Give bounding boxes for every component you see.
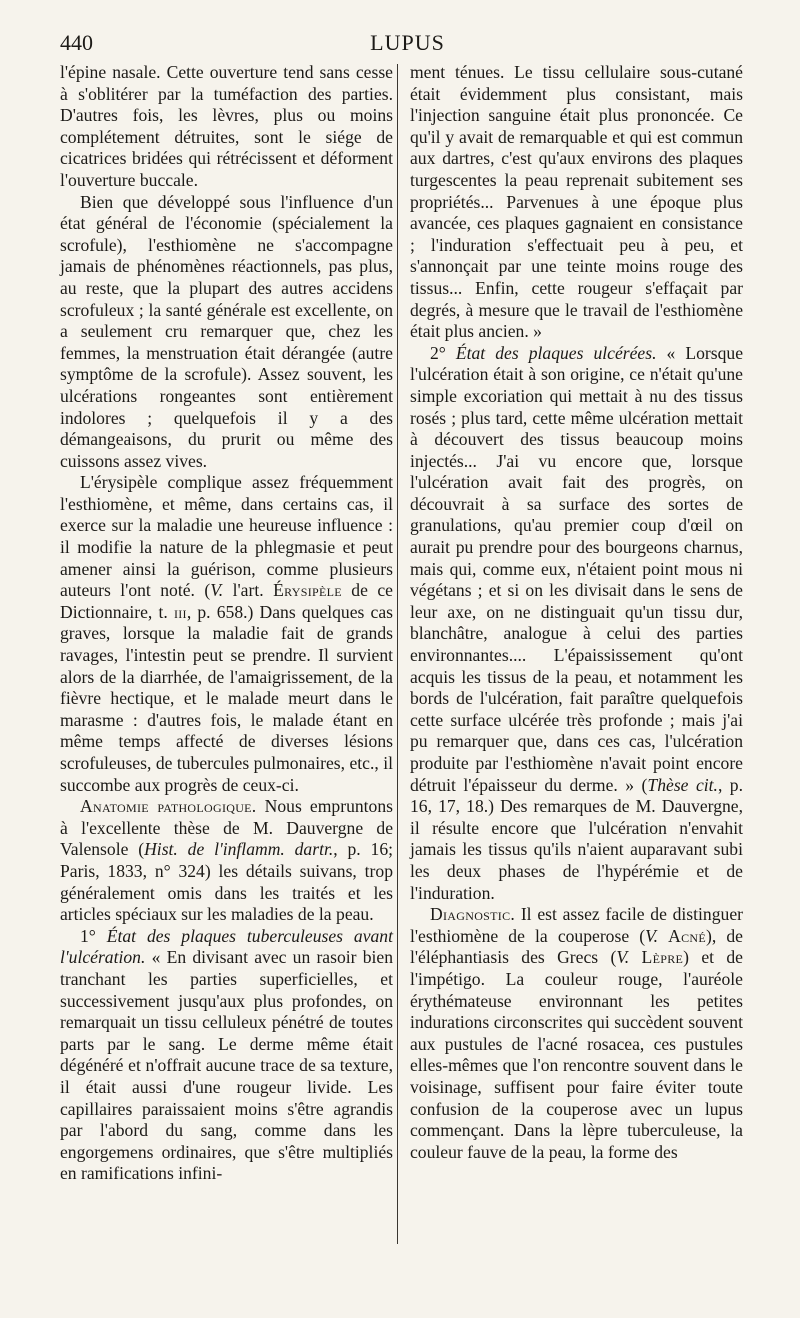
- text-segment: Thèse cit.: [647, 774, 718, 795]
- paragraph-p7: [410, 343, 743, 904]
- page-number: 440: [60, 30, 93, 55]
- text-segment: , p. 16; Paris, 1833, n° 324) les détails suivans, trop généralement omis dans les traités et les articles spéciaux sur les maladies de la peau.: [60, 839, 394, 925]
- text-segment: État des plaques tuberculeuses avant l'ulcération.: [60, 925, 393, 968]
- text-segment: Hist. de l'inflamm. dartr.: [144, 839, 334, 860]
- text-segment: Bien que développé sous l'influence d'un état général de l'économie (spécialement la scrofule), l'esthiomène ne s'accompagne jamais de phénomènes réactionnels, pas plus, au reste, que la plupart des autres accidens scrofuleux ; la santé générale est excellente, on a seulement cru remarquer que, chez les femmes, la menstruation était dérangée (autre symptôme de la scrofule). Assez souvent, les ulcérations rongeantes sont entièrement indolores ; quelquefois il y a des démangeaisons, du prurit ou même des cuissons assez vives.: [60, 191, 393, 471]
- text-segment: [629, 947, 641, 967]
- text-segment: Il est assez facile de distinguer l'esthiomène de la couperose (: [410, 904, 743, 946]
- text-segment: ) et de l'impétigo. La couleur rouge, l'auréole érythémateuse environnant les petites indurations circonscrites qui succèdent souvent aux pustules de l'acné rosacea, ces pustules elles-mêmes que l'on rencontre souvent dans le voisinage, suffisent pour faire éviter toute confusion de la couperose avec un lupus commençant. Dans la lèpre tuberculeuse, la couleur fauve de la peau, la forme des: [410, 947, 743, 1162]
- paragraph-p3: [60, 472, 393, 796]
- paragraph-p6: [410, 62, 743, 343]
- text-segment: ment ténues. Le tissu cellulaire sous-cutané était évidemment plus consistant, mais l'injection sanguine était plus prononcée. Ce qu'il y avait de remarquable et qui est commun aux dartres, c'est qu'aux environs des plaques turgescentes la peau reprenait subitement ses propriétés... Parvenues à une époque plus avancée, ces plaques gagnaient en consistance ; l'induration s'effectuait peu à peu, et s'annonçait par une teinte moins rouge des tissus... Enfin, cette rougeur s'effaçait par degrés, à mesure que le travail de l'esthiomène était plus ancien. »: [410, 62, 743, 342]
- text-segment: 2°: [430, 342, 456, 363]
- text-segment: , p. 658.) Dans quelques cas graves, lorsque la maladie fait de grands ravages, l'intestin peut se prendre. Il survient alors de la diarrhée, de l'amaigrissement, de la fièvre hectique, et le malade meurt dans le marasme : d'autres fois, le malade étant en même temps affecté de diverses lésions scrofuleuses, de tubercules pulmonaires, etc., il succombe aux progrès de ceux-ci.: [60, 601, 393, 795]
- running-title: LUPUS: [370, 30, 445, 55]
- text-segment: Anatomie pathologique.: [80, 796, 257, 817]
- text-segment: V.: [645, 925, 658, 946]
- paragraph-p5: [60, 926, 393, 1185]
- text-segment: l'art.: [223, 580, 274, 601]
- column-rule: [397, 64, 398, 1244]
- text-segment: « Lorsque l'ulcération était à son origine, ce n'était qu'une simple excoriation qui mettait à nu des tissus rosés ; plus tard, cette même ulcération mettait à découvert des tissus beaucoup moins injectés... J'ai vu encore que, lorsque l'ulcération avait fait des progrès, on découvrait à sa surface des sortes de granulations, qu'au premier coup d'œil on aurait pu prendre pour des bourgeons charnus, mais qui, comme eux, n'étaient point mous ni végétans ; et si on les divisait dans le sens de leur axe, on ne distinguait qu'un tissu dur, blanchâtre, analogue à celui des parties environnantes.... L'épaississement qu'ont acquis les tissus de la peau, et notamment les bords de l'ulcération, fait paraître quelquefois cette surface ulcérée très profonde ; mais j'ai pu remarquer que, dans ces cas, l'ulcération produite par l'esthiomène n'avait point encore détruit l'épaisseur du derme. » (: [410, 342, 744, 795]
- paragraph-p8: [410, 904, 743, 1163]
- text-segment: Nous empruntons à l'excellente thèse de M. Dauvergne de Valensole (: [60, 796, 393, 860]
- text-segment: « En divisant avec un rasoir bien tranchant les parties superficielles, et successivement jusqu'aux plus profondes, on remarquait un tissu celluleux pénétré de toutes parts par le sang. Le derme même était dégénéré et n'offrait aucune trace de sa texture, il était aussi d'une rougeur livide. Les capillaires paraissaient moins s'être agrandis par l'abord du sang, comme dans les engorgemens ordinaires, que s'être multipliés en ramifications infini-: [60, 947, 393, 1184]
- text-segment: Diagnostic.: [430, 904, 516, 925]
- text-segment: L'érysipèle complique assez fréquemment l'esthiomène, et même, dans certains cas, il exerce sur la maladie une heureuse influence : il modifie la nature de la phlegmasie et peut amener ainsi la guérison, comme plusieurs auteurs l'ont noté. (: [60, 472, 393, 601]
- text-segment: 1°: [80, 925, 107, 946]
- text-segment: ), de l'éléphantiasis des Grecs (: [410, 925, 743, 968]
- page-header: [60, 30, 755, 60]
- paragraph-p4: [60, 796, 393, 926]
- text-segment: Acné: [668, 925, 707, 946]
- text-segment: [658, 926, 668, 946]
- paragraph-p1: [60, 62, 393, 192]
- paragraph-p2: [60, 192, 393, 473]
- text-segment: Lèpre: [641, 947, 684, 968]
- text-segment: l'épine nasale. Cette ouverture tend sans cesse à s'oblitérer par la tuméfaction des parties. D'autres fois, les lèvres, plus ou moins complétement détruites, sont le siége de cicatrices bridées qui rétrécissent et déforment l'ouverture buccale.: [60, 62, 393, 190]
- text-segment: iii: [173, 601, 187, 622]
- text-segment: État des plaques ulcérées.: [455, 342, 657, 363]
- text-segment: , p. 16, 17, 18.) Des remarques de M. Dauvergne, il résulte encore que l'ulcération n'envahit jamais les tissus qu'ils n'aient auparavant subi les deux phases de l'hypérémie et de l'induration.: [410, 774, 744, 903]
- text-segment: V.: [210, 580, 224, 601]
- left-column: [60, 62, 393, 1185]
- text-segment: V.: [616, 947, 630, 968]
- text-segment: Érysipèle: [273, 580, 342, 601]
- text-segment: de ce Dictionnaire, t.: [60, 580, 393, 622]
- right-column: [410, 62, 743, 1163]
